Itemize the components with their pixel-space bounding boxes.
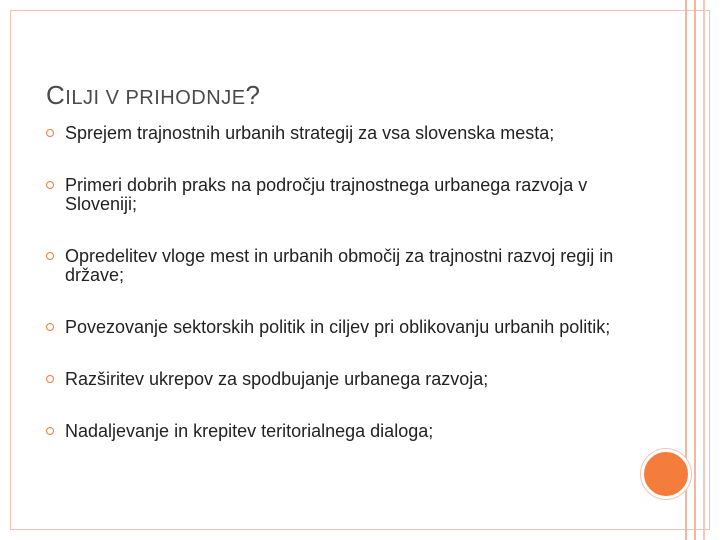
objective-item <box>46 124 626 143</box>
objective-text: Sprejem trajnostnih urbanih strategij za vsa slovenska mesta; <box>65 123 555 143</box>
objective-item <box>46 318 626 337</box>
objective-item <box>46 176 626 214</box>
slide-title-initial: C <box>46 80 66 110</box>
objective-item <box>46 370 626 389</box>
objective-text: Primeri dobrih praks na področju trajnostnega urbanega razvoja v Sloveniji; <box>65 175 588 214</box>
decorative-rail-middle <box>694 0 696 540</box>
circle-outline-icon <box>46 375 54 383</box>
circle-outline-icon <box>46 323 54 331</box>
circle-outline-icon <box>46 427 54 435</box>
objective-text: Nadaljevanje in krepitev teritorialnega dialoga; <box>65 421 434 441</box>
circle-outline-icon <box>46 252 54 260</box>
objective-item <box>46 422 626 441</box>
objective-text: Razširitev ukrepov za spodbujanje urbanega razvoja; <box>65 369 489 389</box>
decorative-rail-right <box>703 0 705 540</box>
objective-item <box>46 247 626 285</box>
objectives-list <box>46 124 626 441</box>
objective-text: Opredelitev vloge mest in urbanih območij za trajnostni razvoj regij in države; <box>65 246 614 285</box>
slide-title-main: ILJI V PRIHODNJE <box>65 87 246 109</box>
circle-outline-icon <box>46 181 54 189</box>
accent-circle <box>641 449 691 499</box>
circle-outline-icon <box>46 129 54 137</box>
objective-text: Povezovanje sektorskih politik in ciljev pri oblikovanju urbanih politik; <box>65 317 611 337</box>
slide-title <box>46 80 261 111</box>
slide-title-question-mark: ? <box>245 80 261 110</box>
